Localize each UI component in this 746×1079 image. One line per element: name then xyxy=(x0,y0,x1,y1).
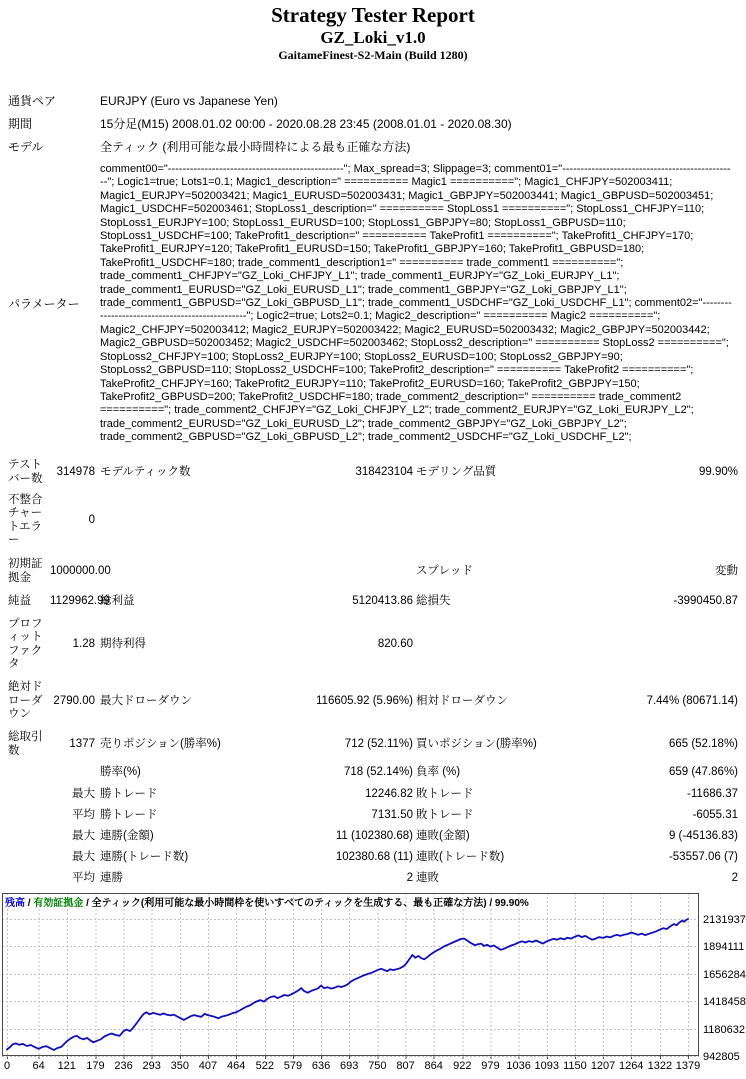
stats-label: 絶対ドローダウン xyxy=(8,681,43,721)
stats-label: 総損失 xyxy=(416,594,451,607)
stats-label: テストバー数 xyxy=(8,459,43,485)
stats-value: 7131.50 xyxy=(371,809,413,822)
stats-value: 318423104 xyxy=(355,465,413,478)
x-axis-tick-label: 693 xyxy=(340,1059,359,1072)
stats-row xyxy=(0,488,746,554)
stats-table xyxy=(0,458,746,890)
x-axis-tick-label: 979 xyxy=(481,1059,500,1072)
chart-legend xyxy=(5,896,529,909)
stats-value: -53557.06 (7) xyxy=(668,851,738,864)
stats-value: 820.60 xyxy=(377,637,413,650)
chart-legend-part: / xyxy=(25,897,34,909)
x-axis-tick-label: 922 xyxy=(453,1059,472,1072)
x-axis-tick-label: 1207 xyxy=(590,1059,616,1072)
x-axis-tick-label: 236 xyxy=(114,1059,133,1072)
stats-label: 連敗(金額) xyxy=(416,830,470,843)
stats-row xyxy=(0,785,746,806)
stats-value: 平均 xyxy=(72,872,95,885)
balance-line xyxy=(7,919,688,1050)
stats-value: 99.90% xyxy=(698,465,738,478)
stats-row xyxy=(0,848,746,869)
stats-value: 314978 xyxy=(56,465,95,478)
info-label: モデル xyxy=(8,140,44,154)
y-axis-tick-label: 1894111 xyxy=(703,940,745,953)
stats-value: 1129962.99 xyxy=(50,594,110,607)
info-row xyxy=(0,117,746,131)
stats-value: 102380.68 (11) xyxy=(335,851,413,864)
stats-label: 相対ドローダウン xyxy=(416,694,508,707)
y-axis-tick-label: 1418458 xyxy=(703,995,746,1008)
x-axis-tick-label: 64 xyxy=(32,1059,45,1072)
stats-row xyxy=(0,614,746,676)
x-axis-tick-label: 1264 xyxy=(618,1059,644,1072)
stats-value: 最大 xyxy=(72,851,95,864)
info-value: EURJPY (Euro vs Japanese Yen) xyxy=(100,94,278,108)
stats-label: 勝トレード xyxy=(100,809,158,822)
info-label: 通貨ペア xyxy=(8,94,57,108)
x-axis-tick-label: 1036 xyxy=(506,1059,531,1072)
stats-label: 買いポジション(勝率%) xyxy=(416,737,537,750)
stats-row xyxy=(0,728,746,762)
stats-label: 連敗(トレード数) xyxy=(416,851,505,864)
info-row xyxy=(0,163,746,445)
stats-value: 1377 xyxy=(69,737,95,750)
stats-row xyxy=(0,554,746,590)
x-axis-tick-label: 579 xyxy=(283,1059,303,1072)
chart-legend-part: 残高 xyxy=(5,897,25,909)
stats-value: 0 xyxy=(88,513,95,526)
stats-label: 勝率(%) xyxy=(100,766,141,779)
x-axis-tick-label: 1322 xyxy=(647,1059,673,1072)
stats-label: 連勝(トレード数) xyxy=(100,851,189,864)
info-value: 全ティック (利用可能な最小時間枠による最も正確な方法) xyxy=(100,140,411,154)
x-axis-tick-label: 293 xyxy=(142,1059,161,1072)
x-axis-tick-label: 1150 xyxy=(563,1059,587,1072)
stats-label: 敗トレード xyxy=(416,788,474,801)
x-axis-tick-label: 0 xyxy=(3,1059,11,1072)
stats-value: 11 (102380.68) xyxy=(335,830,413,843)
stats-value: 2 xyxy=(731,872,738,885)
balance-chart xyxy=(0,892,746,1079)
stats-label: 総取引数 xyxy=(8,731,43,757)
info-value: comment00="------------------------------------------------"; Max_spread=3; Slippage=3; comment01="------------------------------------------------"; Logic1=true; Lots1=0.1; Magic1_description=" ========== Magic1 =========="; Magic1_CHFJPY=502003411; Magic1_EURJPY=502003421; Magic1_EURUSD=502003431; Magic1_GBPJPY=502003441; Magic1_GBPUSD=502003451; Magic1_USDCHF=502003461; StopLoss1_description=" ========== StopLoss1 =========="; StopLoss1_CHFJPY=110; StopLoss1_EURJPY=100; StopLoss1_EURUSD=100; StopLoss1_GBPJPY=80; StopLoss1_GBPUSD=110; StopLoss1_USDCHF=100; TakeProfit1_description=" ========== TakeProfit1 =========="; TakeProfit1_CHFJPY=170; TakeProfit1_EURJPY=120; TakeProfit1_EURUSD=150; TakeProfit1_GBPJPY=160; TakeProfit1_GBPUSD=180; TakeProfit1_USDCHF=180; trade_comment1_description1=" ========== trade_comment1 =========="; trade_comment1_CHFJPY="GZ_Loki_CHFJPY_L1"; trade_comment1_EURJPY="GZ_Loki_EURJPY_L1"; trade_comment1_EURUSD="GZ_Loki_EURUSD_L1"; trade_comment1_GBPJPY="GZ_Loki_GBPJPY_L1"; trade_comment1_GBPUSD="GZ_Loki_GBPUSD_L1"; trade_comment1_USDCHF="GZ_Loki_USDCHF_L1"; comment02="------------------------------------------------"; Logic2=true; Lots2=0.1; Magic2_description=" ========== Magic2 =========="; Magic2_CHFJPY=502003412; Magic2_EURJPY=502003422; Magic2_EURUSD=502003432; Magic2_GBPJPY=502003442; Magic2_GBPUSD=502003452; Magic2_USDCHF=502003462; StopLoss2_description=" ========== StopLoss2 =========="; StopLoss2_CHFJPY=100; StopLoss2_EURJPY=100; StopLoss2_EURUSD=100; StopLoss2_GBPJPY=90; StopLoss2_GBPUSD=110; StopLoss2_USDCHF=100; TakeProfit2_description=" ========== TakeProfit2 =========="; TakeProfit2_CHFJPY=160; TakeProfit2_EURJPY=110; TakeProfit2_EURUSD=160; TakeProfit2_GBPJPY=150; TakeProfit2_GBPUSD=200; TakeProfit2_USDCHF=180; trade_comment2_description=" ========== trade_comment2 =========="; trade_comment2_CHFJPY="GZ_Loki_CHFJPY_L2"; trade_comment2_EURJPY="GZ_Loki_EURJPY_L2"; trade_comment2_EURUSD="GZ_Loki_EURUSD_L2"; trade_comment2_GBPJPY="GZ_Loki_GBPJPY_L2"; trade_comment2_GBPUSD="GZ_Loki_GBPUSD_L2"; trade_comment2_USDCHF="GZ_Loki_USDCHF_L2"; xyxy=(100,163,732,444)
stats-label: 初期証拠金 xyxy=(8,558,43,584)
stats-row xyxy=(0,806,746,827)
x-axis-tick-label: 750 xyxy=(368,1059,387,1072)
stats-label: 勝トレード xyxy=(100,788,158,801)
stats-value: 5120413.86 xyxy=(352,594,413,607)
stats-value: 最大 xyxy=(72,788,95,801)
stats-value: -6055.31 xyxy=(692,809,738,822)
info-row xyxy=(0,94,746,108)
stats-value: 9 (-45136.83) xyxy=(668,830,738,843)
stats-value: 2790.00 xyxy=(53,694,95,707)
stats-value: 変動 xyxy=(715,564,738,577)
y-axis-tick-label: 1180632 xyxy=(703,1023,746,1036)
ea-name: GZ_Loki_v1.0 xyxy=(320,28,426,47)
x-axis-tick-label: 1093 xyxy=(534,1059,560,1072)
chart-legend-part: / 全ティック(利用可能な最小時間枠を使いすべてのティックを生成する、最も正確な方法) / 99.90% xyxy=(83,897,529,909)
stats-value: 1.28 xyxy=(72,637,95,650)
x-axis-tick-label: 807 xyxy=(396,1059,415,1072)
stats-value: 665 (52.18%) xyxy=(668,737,738,750)
stats-label: 負率 (%) xyxy=(416,766,461,779)
stats-label: スプレッド xyxy=(416,564,473,577)
stats-label: 最大ドローダウン xyxy=(100,694,192,707)
stats-value: 659 (47.86%) xyxy=(668,766,738,779)
stats-row xyxy=(0,762,746,785)
report-title: Strategy Tester Report xyxy=(271,3,475,27)
x-axis-tick-label: 121 xyxy=(57,1059,76,1072)
server-build: GaitameFinest-S2-Main (Build 1280) xyxy=(278,48,468,62)
stats-label: 連敗 xyxy=(416,872,439,885)
stats-value: -3990450.87 xyxy=(673,594,738,607)
stats-row xyxy=(0,590,746,614)
stats-value: 7.44% (80671.14) xyxy=(646,694,738,707)
stats-row xyxy=(0,827,746,848)
equity-curve-svg xyxy=(0,892,746,1074)
x-axis-tick-label: 464 xyxy=(226,1059,246,1072)
stats-value: 712 (52.11%) xyxy=(344,737,413,750)
stats-label: 期待利得 xyxy=(100,637,146,650)
x-axis-tick-label: 350 xyxy=(170,1059,190,1072)
stats-value: 718 (52.14%) xyxy=(343,766,413,779)
info-value: 15分足(M15) 2008.01.02 00:00 - 2020.08.28 23:45 (2008.01.01 - 2020.08.30) xyxy=(100,117,512,131)
stats-label: 総利益 xyxy=(100,594,135,607)
info-label: パラメーター xyxy=(8,296,80,311)
x-axis-tick-label: 864 xyxy=(424,1059,443,1072)
stats-value: -11686.37 xyxy=(687,788,738,801)
stats-label: モデリング品質 xyxy=(416,465,497,478)
info-row xyxy=(0,140,746,154)
stats-label: 純益 xyxy=(8,594,31,607)
x-axis-tick-label: 1379 xyxy=(675,1059,701,1072)
x-axis-tick-label: 522 xyxy=(255,1059,274,1072)
stats-row xyxy=(0,458,746,488)
x-axis-tick-label: 636 xyxy=(311,1059,331,1072)
y-axis-tick-label: 1656284 xyxy=(703,968,746,981)
stats-row xyxy=(0,869,746,890)
info-label: 期間 xyxy=(8,117,33,131)
stats-value: 12246.82 xyxy=(365,788,413,801)
stats-label: プロフィットファクタ xyxy=(8,617,43,671)
stats-value: 2 xyxy=(406,872,413,885)
stats-label: 連勝 xyxy=(100,872,123,885)
y-axis-tick-label: 2131937 xyxy=(703,913,746,926)
info-section xyxy=(0,94,746,445)
x-axis-tick-label: 179 xyxy=(86,1059,105,1072)
stats-value: 1000000.00 xyxy=(50,564,111,577)
x-axis-tick-label: 407 xyxy=(198,1059,218,1072)
stats-label: 不整合チャートエラー xyxy=(8,493,43,547)
stats-value: 平均 xyxy=(72,809,95,822)
y-axis-tick-label: 942805 xyxy=(703,1050,740,1063)
chart-legend-part: 有効証拠金 xyxy=(33,897,84,909)
stats-label: 敗トレード xyxy=(416,809,474,822)
stats-label: モデルティック数 xyxy=(100,465,191,478)
stats-row xyxy=(0,676,746,728)
stats-label: 売りポジション(勝率%) xyxy=(100,737,221,750)
stats-label: 連勝(金額) xyxy=(100,830,154,843)
stats-value: 最大 xyxy=(72,830,95,843)
stats-value: 116605.92 (5.96%) xyxy=(316,694,413,707)
